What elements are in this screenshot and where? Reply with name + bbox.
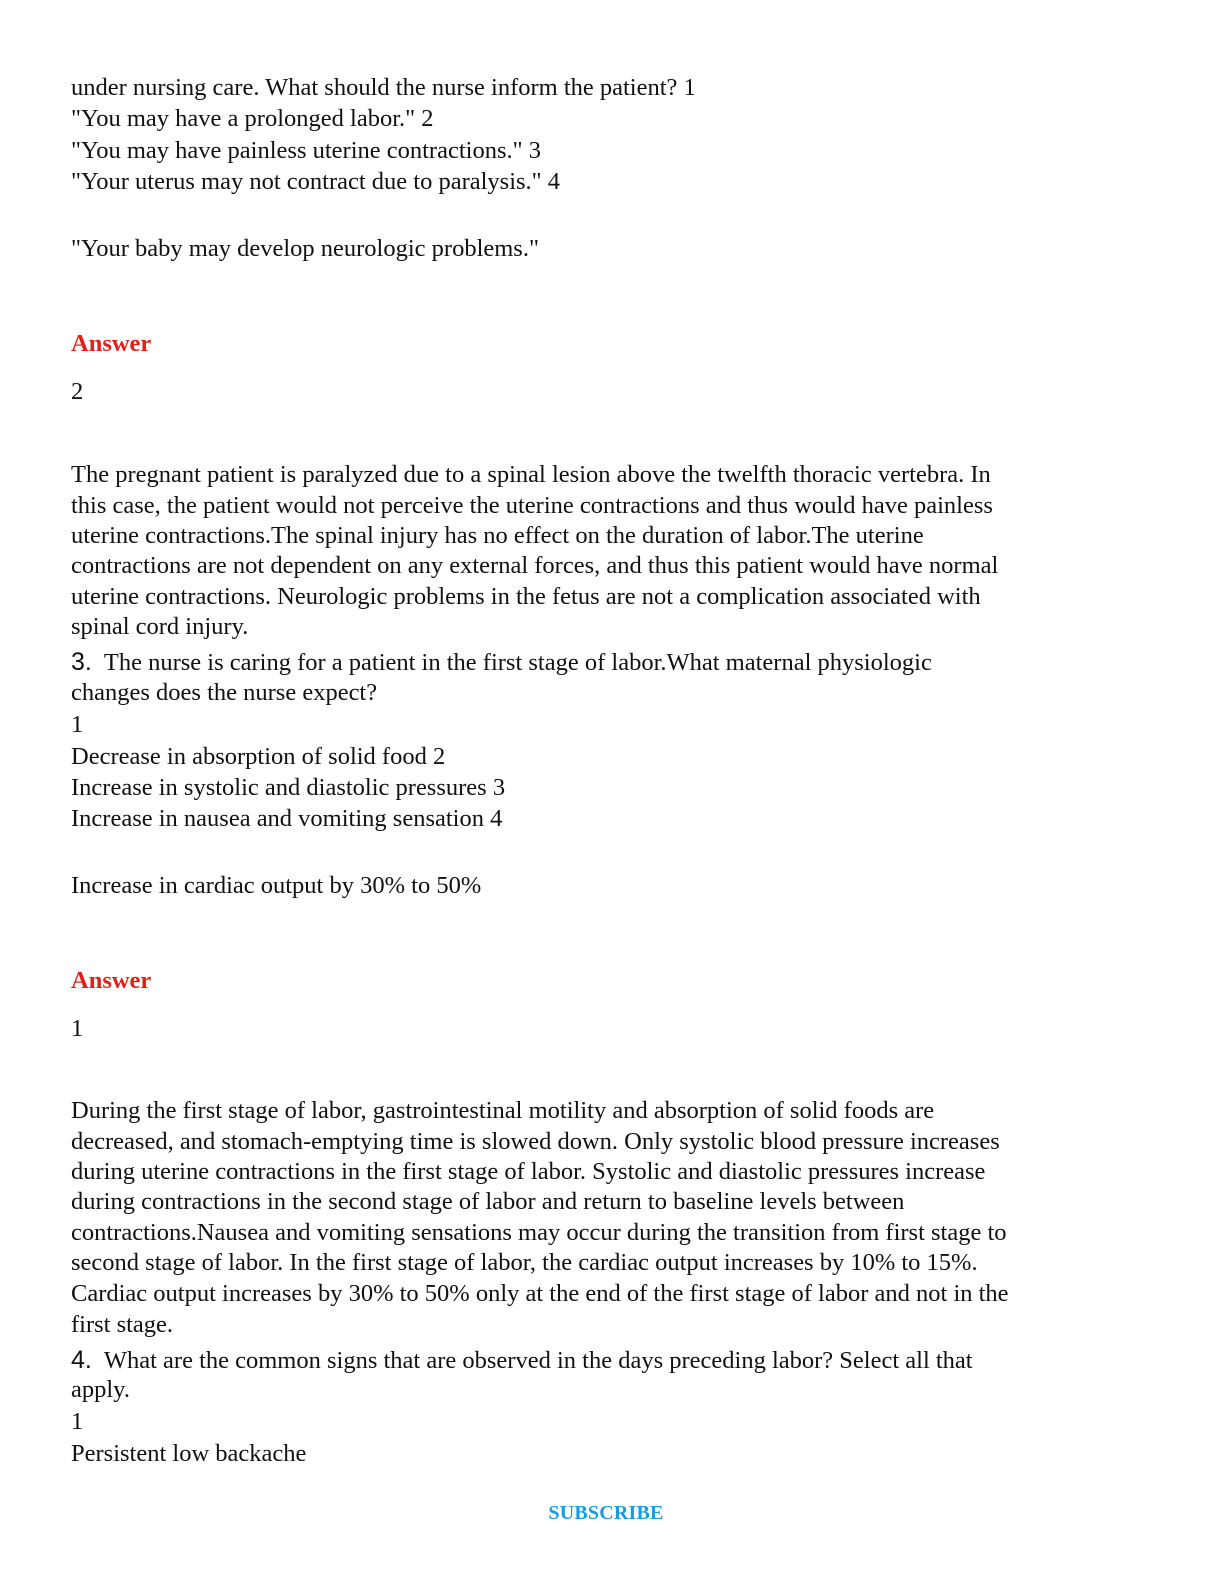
answer-option: "Your uterus may not contract due to paralysis." 4	[71, 168, 561, 195]
answer-option: Increase in nausea and vomiting sensation 4	[71, 805, 503, 832]
rationale-line: this case, the patient would not perceive the uterine contractions and thus would have painless	[71, 492, 993, 519]
answer-heading: Answer	[71, 330, 152, 357]
answer-heading: Answer	[71, 967, 152, 994]
answer-value: 1	[71, 1015, 84, 1042]
rationale-line: During the first stage of labor, gastrointestinal motility and absorption of solid foods are	[71, 1097, 935, 1124]
rationale-line: during contractions in the second stage of labor and return to baseline levels between	[71, 1188, 905, 1215]
answer-value: 2	[71, 378, 84, 405]
answer-option: Decrease in absorption of solid food 2	[71, 743, 446, 770]
question-stem	[71, 647, 932, 678]
option-number: 1	[71, 1408, 84, 1435]
rationale-line: first stage.	[71, 1311, 174, 1338]
rationale-line: The pregnant patient is paralyzed due to a spinal lesion above the twelfth thoracic vertebra. In	[71, 461, 991, 488]
rationale-line: during uterine contractions in the first stage of labor. Systolic and diastolic pressures increase	[71, 1158, 986, 1185]
question-stem-text: What are the common signs that are observed in the days preceding labor? Select all that	[103, 1347, 973, 1374]
rationale-line: contractions are not dependent on any external forces, and thus this patient would have normal	[71, 552, 999, 579]
answer-option: Increase in cardiac output by 30% to 50%	[71, 872, 482, 899]
option-number: 1	[71, 711, 84, 738]
question-stem-text: The nurse is caring for a patient in the first stage of labor.What maternal physiologic	[103, 649, 932, 676]
rationale-line: Cardiac output increases by 30% to 50% only at the end of the first stage of labor and not in the	[71, 1280, 1009, 1307]
question-number: 3.	[71, 648, 92, 676]
question-number: 4.	[71, 1346, 92, 1374]
question-stem: changes does the nurse expect?	[71, 679, 378, 706]
rationale-line: contractions.Nausea and vomiting sensations may occur during the transition from first stage to	[71, 1219, 1007, 1246]
answer-option: "Your baby may develop neurologic problems."	[71, 235, 539, 262]
rationale-line: second stage of labor. In the first stage of labor, the cardiac output increases by 10% to 15%.	[71, 1249, 978, 1276]
subscribe-link[interactable]: SUBSCRIBE	[548, 1502, 664, 1524]
rationale-line: decreased, and stomach-emptying time is slowed down. Only systolic blood pressure increases	[71, 1128, 1000, 1155]
rationale-line: uterine contractions. Neurologic problems in the fetus are not a complication associated with	[71, 583, 981, 610]
answer-option: Increase in systolic and diastolic pressures 3	[71, 774, 506, 801]
rationale-line: spinal cord injury.	[71, 613, 249, 640]
answer-option: Persistent low backache	[71, 1440, 307, 1467]
question-stem	[71, 1345, 973, 1376]
answer-option: "You may have a prolonged labor." 2	[71, 105, 434, 132]
question-stem: under nursing care. What should the nurse inform the patient? 1	[71, 74, 696, 101]
answer-option: "You may have painless uterine contractions." 3	[71, 137, 541, 164]
question-stem: apply.	[71, 1376, 130, 1403]
rationale-line: uterine contractions.The spinal injury has no effect on the duration of labor.The uterine	[71, 522, 924, 549]
